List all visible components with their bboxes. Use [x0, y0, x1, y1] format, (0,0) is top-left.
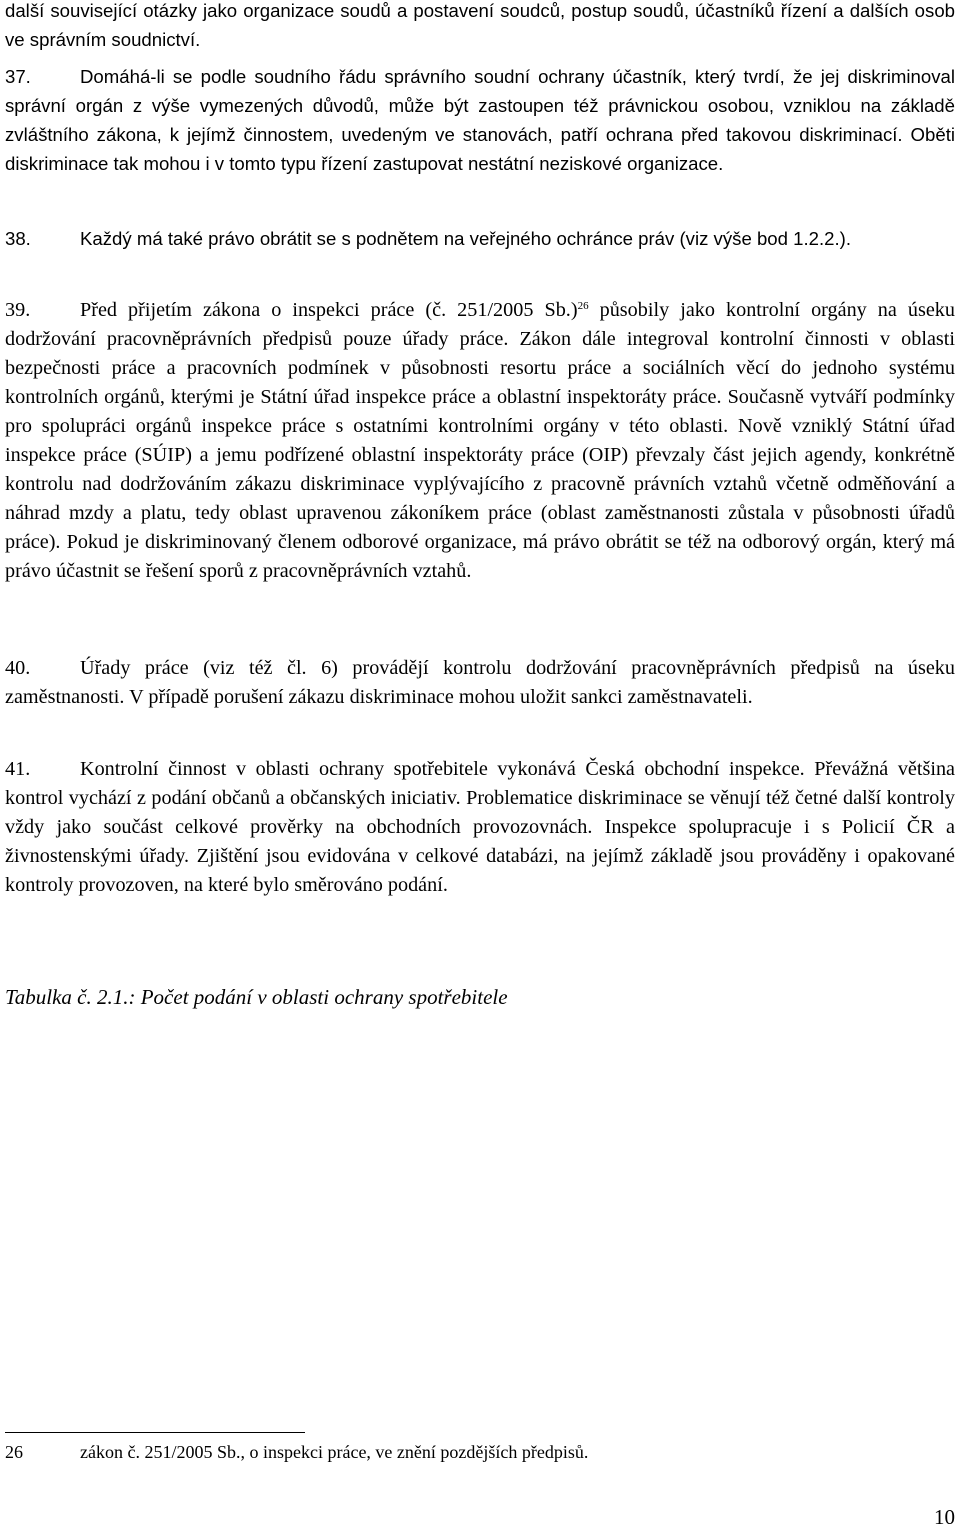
- table-caption: Tabulka č. 2.1.: Počet podání v oblasti ochrany spotřebitele: [5, 985, 508, 1009]
- paragraph-text-continued: působily jako kontrolní orgány na úseku dodržování pracovněprávních předpisů pouze úřady práce. Zákon dále integroval kontrolní činnosti v oblasti bezpečnosti práce a pracovních podmínek v působnosti resortu práce a sociálních věcí do jednoho systému kontrolních orgánů, kterými je Státní úřad inspekce práce a oblastní inspektoráty práce. Současně vytváří podmínky pro spolupráci orgánů inspekce práce s ostatními kontrolními orgány v této oblasti. Nově vzniklý Státní úřad inspekce práce (SÚIP) a jemu podřízené oblastní inspektoráty práce (OIP) převzaly část jejich agendy, konkrétně kontrolu nad dodržováním zákazu diskriminace vyplývajícího z pracovně právních vztahů včetně odměňování a náhrad mzdy a platu, tedy oblast upravenou zákoníkem práce (oblast zaměstnanosti zůstala v působnosti úřadů práce). Pokud je diskriminovaný členem odborové organizace, má právo obrátit se též na odborový orgán, který má právo účastnit se řešení sporů z pracovněprávních vztahů.: [5, 299, 955, 582]
- paragraph-39: [5, 296, 955, 586]
- paragraph-text: Každý má také právo obrátit se s podnětem na veřejného ochránce práv (viz výše bod 1.2.2.).: [80, 228, 852, 249]
- paragraph-text: Kontrolní činnost v oblasti ochrany spotřebitele vykonává Česká obchodní inspekce. Převážná většina kontrol vychází z podání občanů a občanských iniciativ. Problematice diskriminace se věnují též četné další kontroly vždy jako součást celkové prověrky na obchodních provozovnách. Inspekce spolupracuje i s Policií ČR a živnostenskými úřady. Zjištění jsou evidována v celkové databázi, na jejímž základě jsou prováděny i opakované kontroly provozoven, na které bylo směrováno podání.: [5, 758, 955, 896]
- paragraph-38: [5, 224, 955, 253]
- intro-paragraph: [5, 0, 955, 54]
- paragraph-40: [5, 654, 955, 712]
- intro-text: další související otázky jako organizace soudů a postavení soudců, postup soudů, účastníků řízení a dalších osob ve správním soudnictví.: [5, 0, 955, 50]
- footnote-reference[interactable]: 26: [577, 300, 589, 312]
- paragraph-number: 41.: [5, 758, 31, 780]
- paragraph-text: Před přijetím zákona o inspekci práce (č. 251/2005 Sb.): [80, 299, 578, 321]
- footnote-text: zákon č. 251/2005 Sb., o inspekci práce, ve znění pozdějších předpisů.: [80, 1442, 589, 1462]
- page-number: 10: [934, 1505, 955, 1529]
- paragraph-number: 38.: [5, 228, 31, 249]
- paragraph-number: 39.: [5, 299, 31, 321]
- paragraph-37: [5, 62, 955, 178]
- paragraph-number: 37.: [5, 66, 31, 87]
- footnote: [5, 1442, 588, 1463]
- paragraph-41: [5, 755, 955, 900]
- paragraph-text: Úřady práce (viz též čl. 6) provádějí kontrolu dodržování pracovněprávních předpisů na úseku zaměstnanosti. V případě porušení zákazu diskriminace mohou uložit sankci zaměstnavateli.: [5, 657, 955, 708]
- paragraph-number: 40.: [5, 657, 31, 679]
- footnote-number: 26: [5, 1442, 23, 1462]
- footnote-divider: [5, 1432, 305, 1433]
- paragraph-text: Domáhá-li se podle soudního řádu správního soudní ochrany účastník, který tvrdí, že jej diskriminoval správní orgán z výše vymezených důvodů, může být zastoupen též právnickou osobou, vzniklou na základě zvláštního zákona, k jejímž činnostem, uvedeným ve stanovách, patří ochrana před takovou diskriminací. Oběti diskriminace tak mohou i v tomto typu řízení zastupovat nestátní neziskové organizace.: [5, 66, 955, 174]
